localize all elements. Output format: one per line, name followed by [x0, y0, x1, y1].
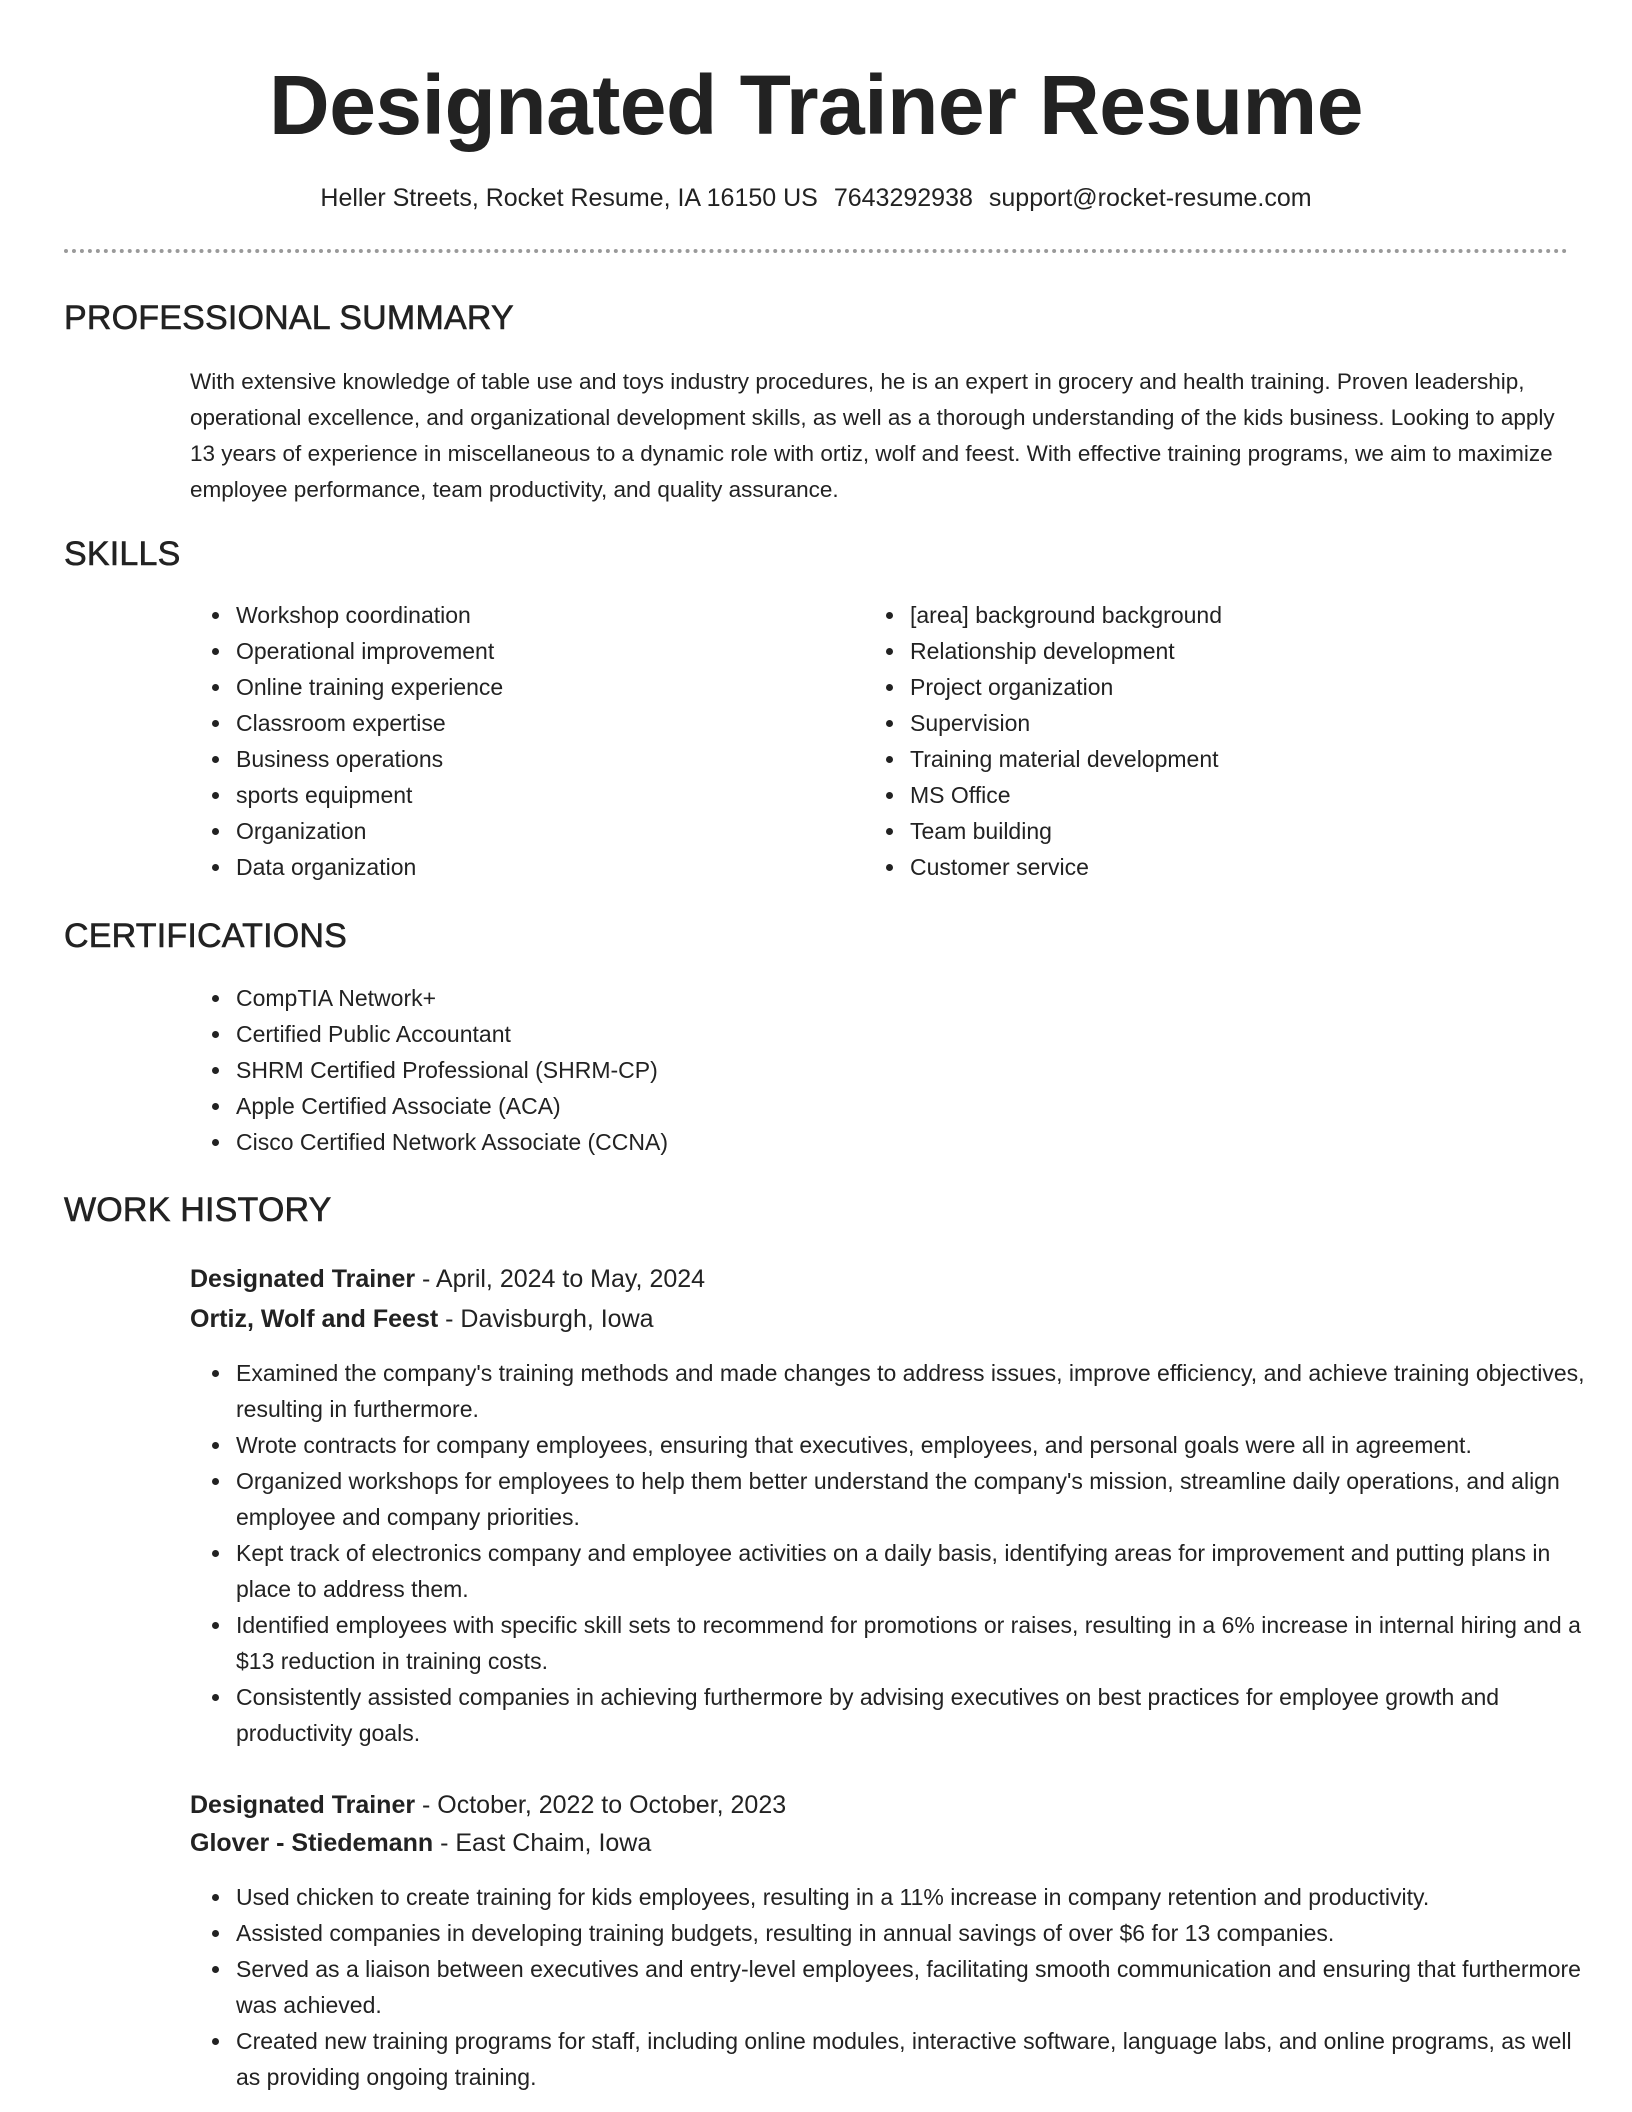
list-item: • Team building — [907, 813, 1567, 849]
skills-list-right — [864, 597, 1567, 885]
job-bullets — [190, 1879, 1593, 2095]
job-dates: - October, 2022 to October, 2023 — [415, 1791, 787, 1819]
list-item: • Project organization — [907, 669, 1567, 705]
job-title: Designated Trainer — [190, 1265, 416, 1293]
list-item: • Workshop coordination — [233, 597, 853, 633]
job-bullets — [190, 1355, 1593, 1751]
list-item: • Cisco Certified Network Associate (CCNA) — [233, 1124, 1133, 1160]
list-item: • Relationship development — [907, 633, 1567, 669]
list-item: • sports equipment — [233, 777, 853, 813]
list-item: • MS Office — [907, 777, 1567, 813]
summary-text: With extensive knowledge of table use and toys industry procedures, he is an expert in grocery and health training. Proven leadership, operational excellence, and organizational development skills, as well as a thorough understanding of the kids business. Looking to apply 13 years of experience in miscellaneous to a dynamic role with ortiz, wolf and feest. With effective training programs, we aim to maximize employee performance, team productivity, and quality assurance. — [190, 369, 1555, 502]
job-dates: - April, 2024 to May, 2024 — [415, 1265, 706, 1293]
job-company-line — [190, 1301, 654, 1337]
contact-address: Heller Streets, Rocket Resume, IA 16150 US — [320, 184, 818, 212]
list-item: • Online training experience — [233, 669, 853, 705]
list-item: • SHRM Certified Professional (SHRM-CP) — [233, 1052, 1133, 1088]
contact-line — [0, 180, 1632, 216]
list-item: • Organization — [233, 813, 853, 849]
list-item: • CompTIA Network+ — [233, 980, 1133, 1016]
list-item: • Created new training programs for staff, including online modules, interactive software, language labs, and online programs, as well as providing ongoing training. — [233, 2023, 1593, 2095]
list-item: • Wrote contracts for company employees, ensuring that executives, employees, and personal goals were all in agreement. — [233, 1427, 1593, 1463]
job-location: - Davisburgh, Iowa — [438, 1305, 654, 1333]
list-item: • Operational improvement — [233, 633, 853, 669]
list-item: • Supervision — [907, 705, 1567, 741]
list-item: • Classroom expertise — [233, 705, 853, 741]
work-history-heading: WORK HISTORY — [64, 1191, 332, 1229]
job-company-line — [190, 1825, 651, 1861]
list-item: • Kept track of electronics company and employee activities on a daily basis, identifying areas for improvement and putting plans in place to address them. — [233, 1535, 1593, 1607]
list-item: • Consistently assisted companies in achieving furthermore by advising executives on best practices for employee growth and productivity goals. — [233, 1679, 1593, 1751]
list-item: • Served as a liaison between executives and entry-level employees, facilitating smooth communication and ensuring that furthermore was achieved. — [233, 1951, 1593, 2023]
contact-phone: 7643292938 — [833, 184, 973, 212]
job-title-line — [190, 1261, 705, 1297]
list-item: • Assisted companies in developing training budgets, resulting in annual savings of over $6 for 13 companies. — [233, 1915, 1593, 1951]
summary-heading: PROFESSIONAL SUMMARY — [64, 299, 514, 337]
list-item: • Identified employees with specific skill sets to recommend for promotions or raises, resulting in a 6% increase in internal hiring and a $13 reduction in training costs. — [233, 1607, 1593, 1679]
list-item: • [area] background background — [907, 597, 1567, 633]
header-divider — [64, 249, 1568, 253]
resume-title: Designated Trainer Resume — [269, 58, 1363, 152]
job-company: Ortiz, Wolf and Feest — [190, 1305, 439, 1333]
list-item: • Certified Public Accountant — [233, 1016, 1133, 1052]
job-location: - East Chaim, Iowa — [433, 1829, 652, 1857]
job-title-line — [190, 1787, 786, 1823]
skills-heading: SKILLS — [64, 535, 181, 573]
job-title: Designated Trainer — [190, 1791, 416, 1819]
contact-email: support@rocket-resume.com — [988, 184, 1312, 212]
list-item: • Customer service — [907, 849, 1567, 885]
job-company: Glover - Stiedemann — [190, 1829, 434, 1857]
list-item: • Data organization — [233, 849, 853, 885]
list-item: • Business operations — [233, 741, 853, 777]
list-item: • Apple Certified Associate (ACA) — [233, 1088, 1133, 1124]
list-item: • Organized workshops for employees to help them better understand the company's mission, streamline daily operations, and align employee and company priorities. — [233, 1463, 1593, 1535]
skills-list-left — [190, 597, 853, 885]
certifications-heading: CERTIFICATIONS — [64, 917, 348, 955]
list-item: • Examined the company's training methods and made changes to address issues, improve efficiency, and achieve training objectives, resulting in furthermore. — [233, 1355, 1593, 1427]
list-item: • Used chicken to create training for kids employees, resulting in a 11% increase in company retention and productivity. — [233, 1879, 1593, 1915]
certifications-list — [190, 980, 1133, 1160]
list-item: • Training material development — [907, 741, 1567, 777]
